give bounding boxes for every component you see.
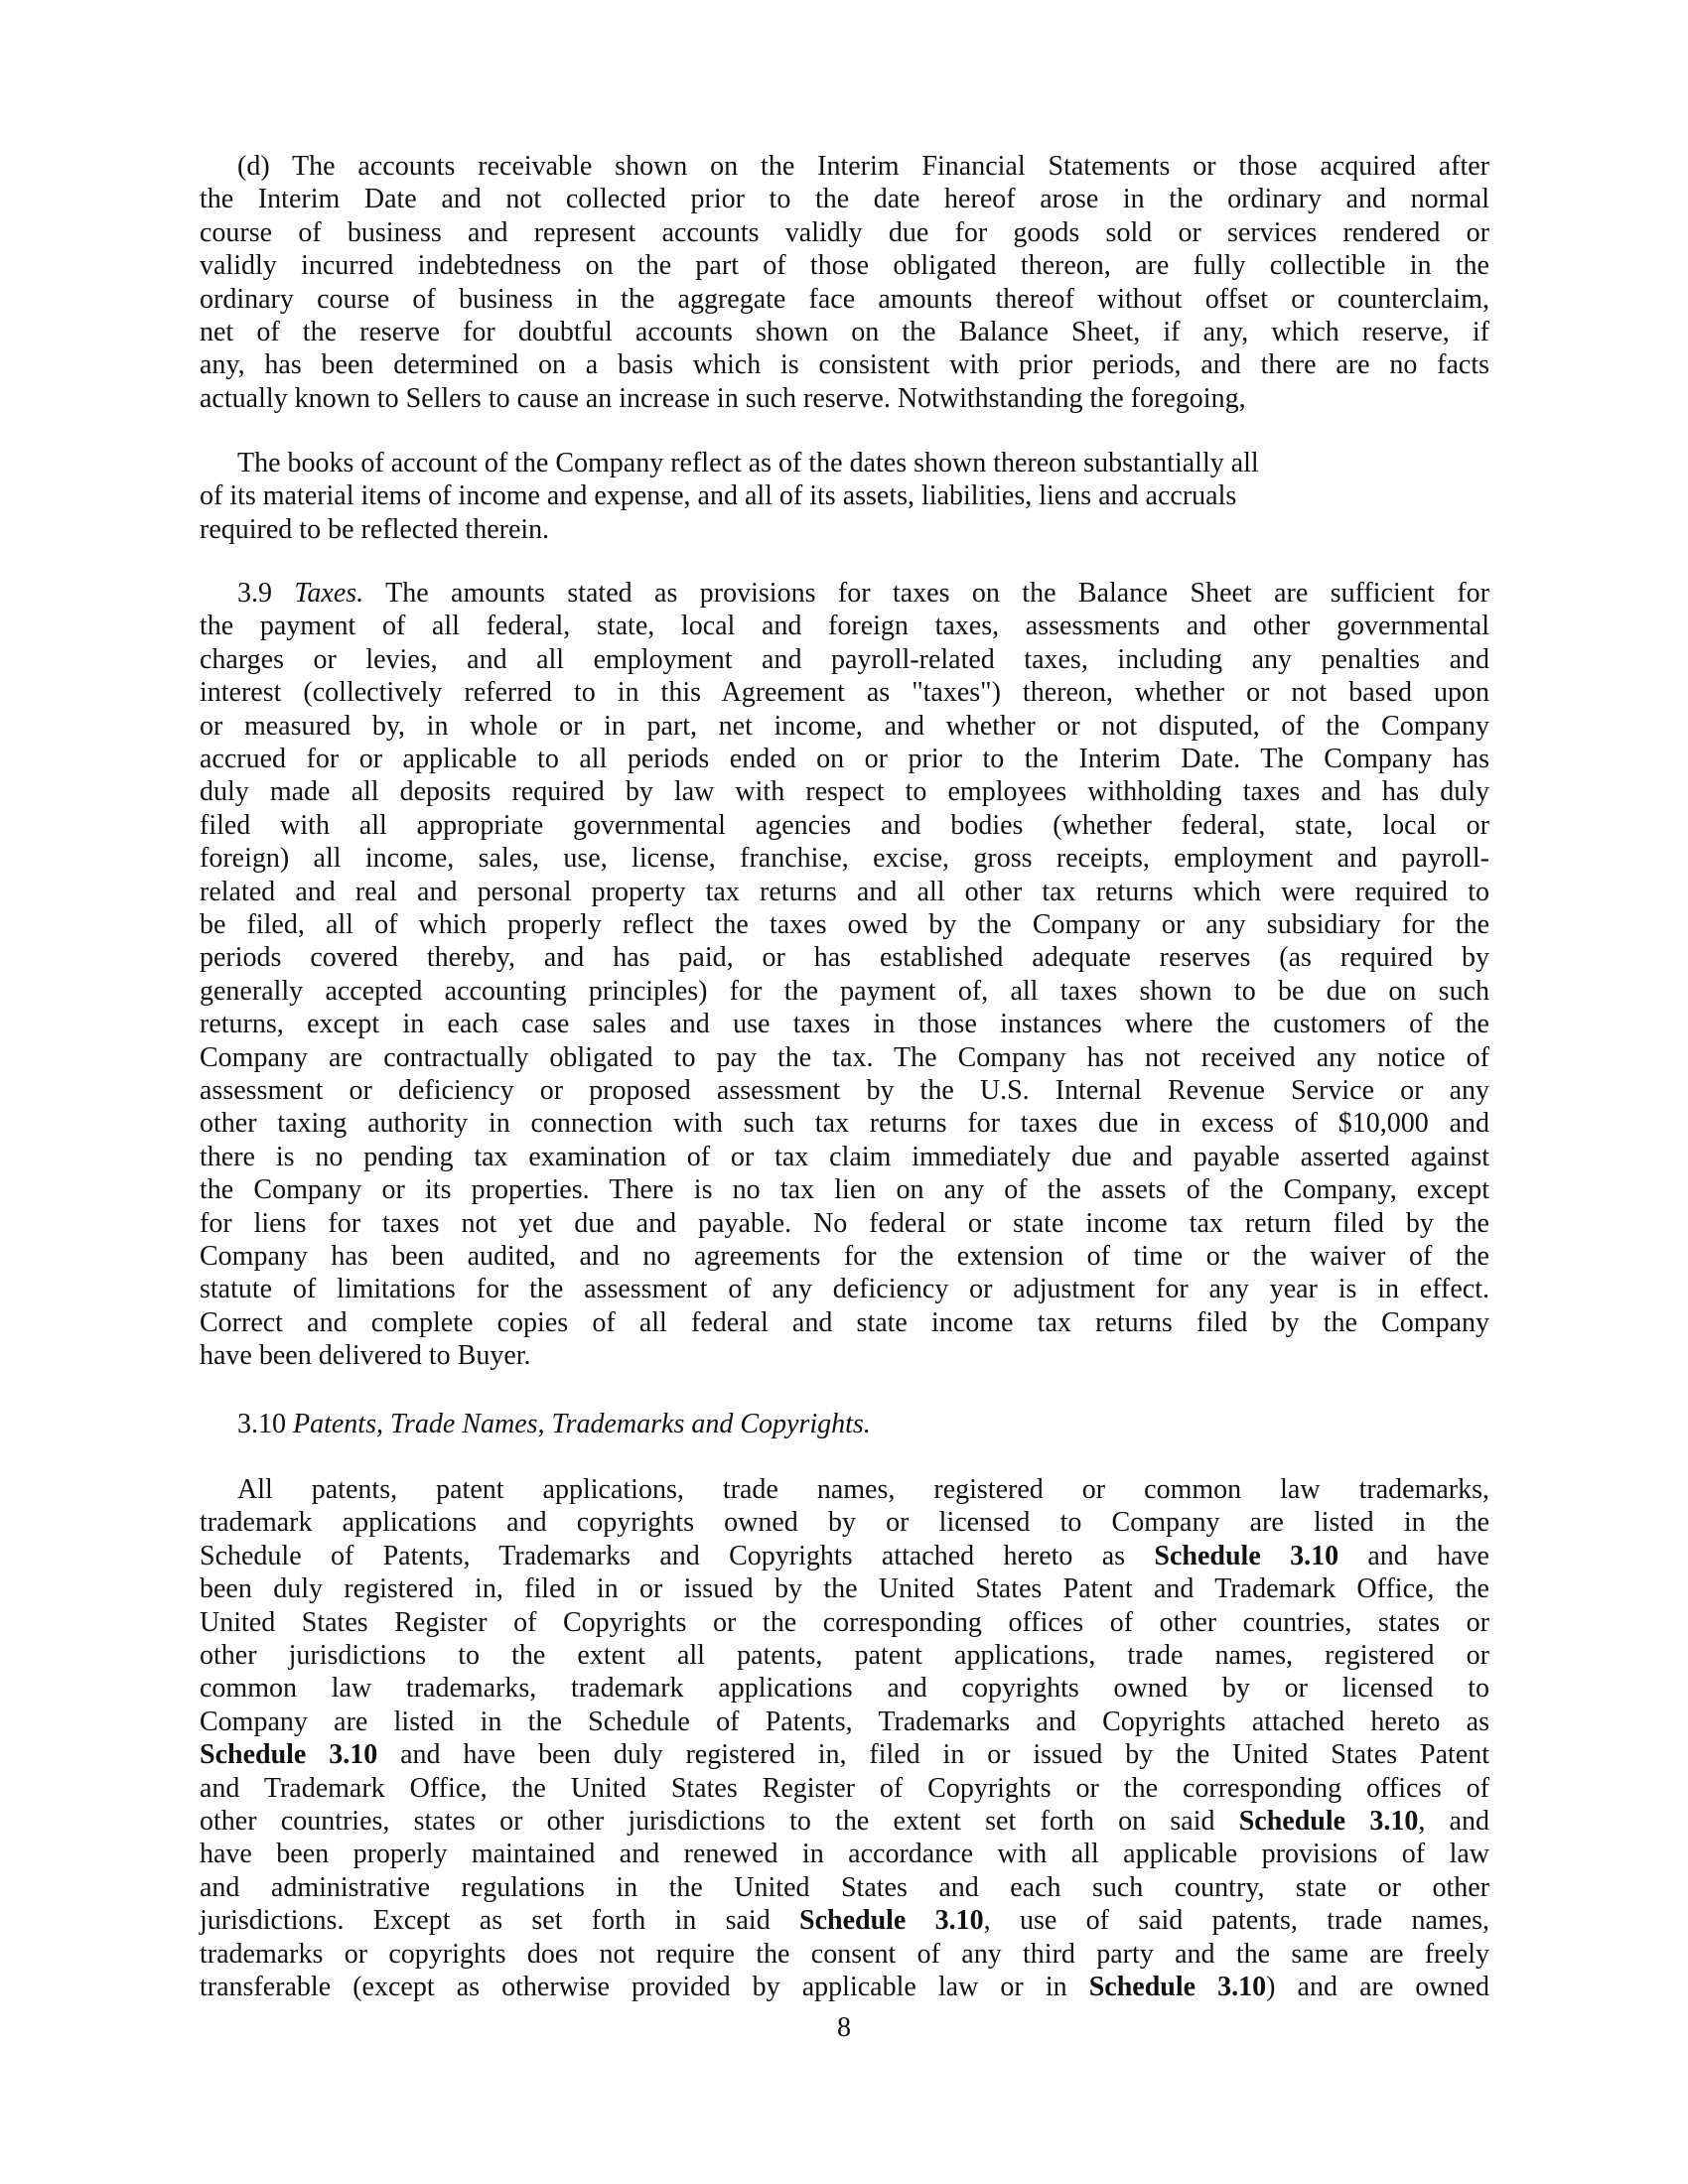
text-line	[200, 316, 1489, 348]
text-run: common law trademarks, trademark applications and copyrights owned by or licensed to	[200, 1673, 1489, 1705]
text-line	[200, 743, 1489, 775]
text-run: United States Register of Copyrights or the corresponding offices of other countries, states or	[200, 1606, 1489, 1638]
text-run: , use of said patents, trade names,	[983, 1905, 1489, 1937]
text-line	[200, 1339, 1489, 1372]
text-run: related and real and personal property tax returns and all other tax returns which were required to	[200, 876, 1489, 907]
text-run: of its material items of income and expense, and all of its assets, liabilities, liens and accruals	[200, 480, 1237, 512]
text-run: generally accepted accounting principles) for the payment of, all taxes shown to be due on such	[200, 975, 1489, 1007]
text-line	[200, 1540, 1489, 1572]
text-line	[200, 1207, 1489, 1240]
text-line	[200, 479, 1489, 512]
text-run: interest (collectively referred to in this Agreement as "taxes") thereon, whether or not based upon	[200, 677, 1489, 709]
text-run: The books of account of the Company reflect as of the dates shown thereon substantially all	[237, 448, 1259, 478]
text-line	[237, 1473, 1489, 1506]
text-run: other countries, states or other jurisdictions to the extent set forth on said	[200, 1806, 1239, 1837]
text-line	[200, 1041, 1489, 1074]
bold-text: Schedule 3.10	[1088, 1972, 1267, 2002]
text-line	[200, 1107, 1489, 1140]
text-run: Company has been audited, and no agreements for the extension of time or the waiver of the	[200, 1241, 1489, 1272]
text-run: The amounts stated as provisions for taxes on the Balance Sheet are sufficient for	[363, 578, 1490, 609]
text-run: statute of limitations for the assessment of any deficiency or adjustment for any year is in effect.	[200, 1274, 1489, 1305]
text-line	[200, 513, 1489, 546]
text-line	[200, 1938, 1489, 1971]
text-run: or measured by, in whole or in part, net income, and whether or not disputed, of the Company	[200, 710, 1489, 742]
text-line	[200, 1772, 1489, 1805]
text-run: 3.9	[237, 578, 295, 609]
text-run: required to be reflected therein.	[200, 513, 550, 545]
text-run: All patents, patent applications, trade names, registered or common law trademarks,	[237, 1474, 1489, 1505]
text-run: , and	[1418, 1806, 1489, 1837]
text-run: other jurisdictions to the extent all patents, patent applications, trade names, registered or	[200, 1640, 1489, 1671]
text-line	[200, 676, 1489, 709]
text-line	[237, 577, 1489, 610]
text-run: periods covered thereby, and has paid, or has established adequate reserves (as required by	[200, 942, 1489, 974]
text-run: Schedule of Patents, Trademarks and Copyrights attached hereto as	[200, 1540, 1155, 1571]
text-line	[200, 382, 1489, 415]
text-line	[200, 348, 1489, 381]
text-run: filed with all appropriate governmental agencies and bodies (whether federal, state, local or	[200, 809, 1489, 841]
text-run: Company are listed in the Schedule of Patents, Trademarks and Copyrights attached hereto as	[200, 1706, 1489, 1737]
text-line	[200, 216, 1489, 249]
text-run: trademark applications and copyrights owned by or licensed to Company are listed in the	[200, 1507, 1489, 1539]
text-run: ) and are owned	[1266, 1972, 1489, 2002]
text-run: returns, except in each case sales and use taxes in those instances where the customers of the	[200, 1009, 1489, 1040]
text-run: foreign) all income, sales, use, license, franchise, excise, gross receipts, employment and payroll-	[200, 843, 1489, 875]
text-run: actually known to Sellers to cause an increase in such reserve. Notwithstanding the foregoing,	[200, 382, 1246, 414]
text-line	[200, 1572, 1489, 1605]
text-line	[237, 1408, 1489, 1440]
text-line	[237, 447, 1489, 479]
text-run: jurisdictions. Except as set forth in said	[200, 1905, 799, 1937]
text-line	[200, 1173, 1489, 1206]
text-run: and have	[1338, 1540, 1489, 1571]
text-line	[200, 610, 1489, 642]
text-run: Company are contractually obligated to pay the tax. The Company has not received any notice of	[200, 1041, 1489, 1073]
page-number: 8	[837, 2012, 851, 2043]
text-line	[200, 1971, 1489, 2003]
text-run: duly made all deposits required by law with respect to employees withholding taxes and has duly	[200, 776, 1489, 808]
bold-text: Schedule 3.10	[1154, 1540, 1339, 1571]
text-run: have been properly maintained and renewed in accordance with all applicable provisions of law	[200, 1839, 1489, 1870]
text-line	[200, 941, 1489, 974]
text-run: have been delivered to Buyer.	[200, 1340, 531, 1372]
text-line	[200, 1738, 1489, 1771]
text-line	[200, 975, 1489, 1008]
text-line	[200, 1672, 1489, 1705]
text-run: for liens for taxes not yet due and payable. No federal or state income tax return filed by the	[200, 1207, 1489, 1239]
text-run: there is no pending tax examination of or tax claim immediately due and payable asserted against	[200, 1141, 1489, 1172]
text-run: charges or levies, and all employment and payroll-related taxes, including any penalties and	[200, 643, 1489, 675]
text-line	[200, 1008, 1489, 1040]
text-line	[200, 1805, 1489, 1838]
text-line	[200, 775, 1489, 808]
text-run: ordinary course of business in the aggregate face amounts thereof without offset or counterclaim,	[200, 283, 1489, 315]
text-line	[200, 1639, 1489, 1672]
text-line	[200, 1706, 1489, 1738]
text-line	[200, 1074, 1489, 1107]
text-run: validly incurred indebtedness on the part of those obligated thereon, are fully collectible in the	[200, 250, 1489, 282]
text-run: net of the reserve for doubtful accounts shown on the Balance Sheet, if any, which reserve, if	[200, 317, 1489, 347]
text-line	[200, 283, 1489, 316]
text-line	[200, 1606, 1489, 1639]
text-line	[200, 1141, 1489, 1173]
text-line	[200, 1240, 1489, 1273]
text-run: trademarks or copyrights does not require the consent of any third party and the same are freely	[200, 1938, 1489, 1970]
italic-text: Patents, Trade Names, Trademarks and Copyrights.	[293, 1409, 871, 1439]
text-line	[200, 842, 1489, 875]
text-line	[200, 1273, 1489, 1305]
text-run: other taxing authority in connection with such tax returns for taxes due in excess of $10,000 and	[200, 1108, 1489, 1140]
text-run: been duly registered in, filed in or issued by the United States Patent and Trademark Office, the	[200, 1573, 1489, 1605]
bold-text: Schedule 3.10	[200, 1739, 378, 1771]
text-line	[200, 876, 1489, 908]
text-run: (d) The accounts receivable shown on the Interim Financial Statements or those acquired after	[237, 151, 1489, 182]
text-run: course of business and represent accounts validly due for goods sold or services rendered or	[200, 216, 1489, 248]
text-line	[200, 1904, 1489, 1937]
text-line	[200, 1838, 1489, 1870]
bold-text: Schedule 3.10	[799, 1905, 984, 1937]
text-run: the payment of all federal, state, local and foreign taxes, assessments and other governmental	[200, 611, 1489, 642]
text-run: accrued for or applicable to all periods ended on or prior to the Interim Date. The Company has	[200, 744, 1489, 774]
text-line	[200, 249, 1489, 282]
text-run: assessment or deficiency or proposed assessment by the U.S. Internal Revenue Service or any	[200, 1075, 1489, 1106]
text-line	[200, 710, 1489, 743]
bold-text: Schedule 3.10	[1238, 1806, 1419, 1837]
text-line	[200, 1871, 1489, 1904]
text-run: be filed, all of which properly reflect the taxes owed by the Company or any subsidiary for the	[200, 909, 1489, 940]
text-line	[237, 150, 1489, 183]
text-run: and administrative regulations in the United States and each such country, state or other	[200, 1871, 1489, 1903]
text-run: any, has been determined on a basis which is consistent with prior periods, and there are no facts	[200, 349, 1489, 381]
text-line	[200, 183, 1489, 215]
italic-text: Taxes.	[294, 578, 364, 609]
text-run: the Company or its properties. There is no tax lien on any of the assets of the Company, except	[200, 1174, 1489, 1206]
text-run: 3.10	[237, 1409, 293, 1439]
text-line	[200, 908, 1489, 941]
text-line	[200, 643, 1489, 676]
text-line	[200, 1506, 1489, 1539]
text-run: the Interim Date and not collected prior to the date hereof arose in the ordinary and normal	[200, 184, 1489, 215]
text-line	[200, 1306, 1489, 1339]
text-run: and have been duly registered in, filed in or issued by the United States Patent	[377, 1739, 1489, 1771]
text-run: Correct and complete copies of all federal and state income tax returns filed by the Company	[200, 1306, 1489, 1338]
text-line	[200, 809, 1489, 842]
text-run: and Trademark Office, the United States Register of Copyrights or the corresponding offices of	[200, 1772, 1489, 1804]
text-run: transferable (except as otherwise provided by applicable law or in	[200, 1972, 1089, 2002]
